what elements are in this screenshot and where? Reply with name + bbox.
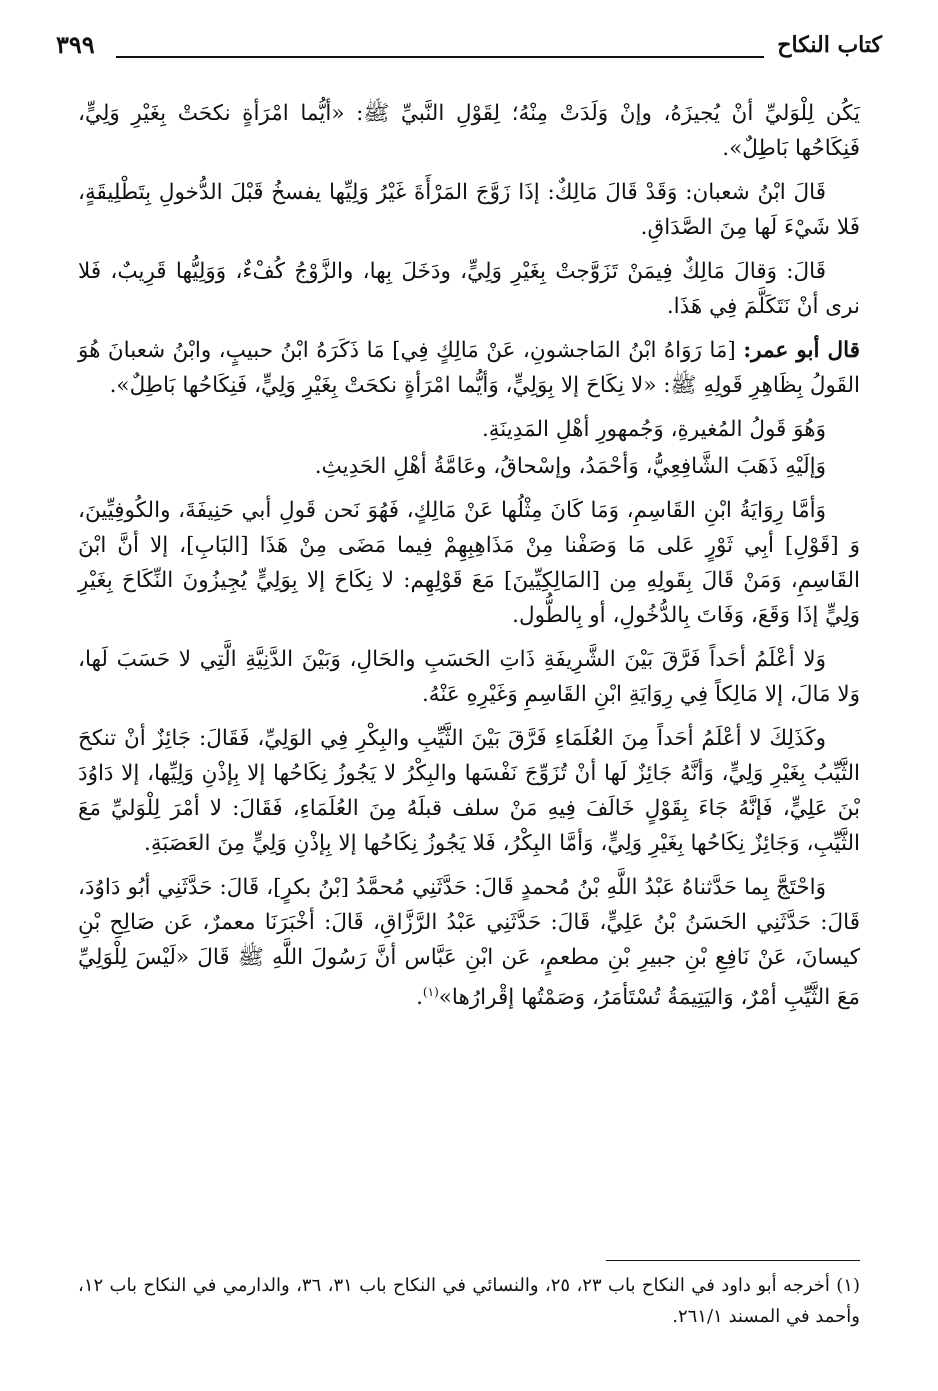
header-rule (116, 56, 764, 58)
paragraph-10: وَاحْتَجَّ بِما حَدَّثناهُ عَبْدُ اللَّهِ بْنُ مُحمدٍ قَالَ: حَدَّثَنِي مُحمَّدُ [بْنُ بكرٍ]، قَالَ: حَدَّثَنِي أبُو دَاوُدَ، قَالَ: حَدَّثَنِي الحَسَنُ بْنُ عَلِيٍّ، قَالَ: حَدَّثَنِي عَبْدُ الرَّزَّاقِ، قَالَ: أخْبَرَنَا معمرٌ، عَن صَالِحِ بْنِ كيسانَ، عَنْ نَافِعِ بْنِ جبيرِ بْنِ مطعمٍ، عَن ابْنِ عَبَّاس أنَّ رَسُولَ اللَّهِ ﷺ قَالَ «لَيْسَ لِلْوَلِيِّ مَعَ الثَّيِّبِ أمْرٌ، وَاليَتِيمَةُ تُسْتَأمَرُ، وَصَمْتُها إقْرارُها»$^{(١)}$. (78, 875, 860, 1011)
paragraph-2: قَالَ ابْنُ شعبان: وَقَدْ قَالَ مَالِكٌ: إذَا زَوَّجَ المَرْأَةَ غَيْرُ وَلِيِّها يفسخُ قَبْلَ الدُّخولِ بِتَطْلِيقَةٍ، فَلا شَيْءَ لَها مِنَ الصَّدَاقِ. (78, 180, 860, 240)
paragraph-8: وَلا أعْلَمُ أحَداً فَرَّقَ بَيْنَ الشَّرِيفَةِ ذَاتِ الحَسَبِ والحَالِ، وَبَيْنَ الدَّنِيَّةِ الَّتِي لا حَسَبَ لَها، وَلا مَالَ، إلا مَالِكاً فِي رِوَايَةِ ابْنِ القَاسِمِ وَغَيْرِهِ عَنْهُ. (78, 647, 860, 707)
chapter-title: كتاب النكاح (777, 32, 882, 58)
paragraph-4: قال أبو عمر: [مَا رَوَاهُ ابْنُ المَاجشونِ، عَنْ مَالِكٍ فِي] مَا ذَكَرَهُ ابْنُ حبيبٍ، وابْنُ شعبانَ هُوَ القَولُ بِظَاهِرِ قَولِهِ ﷺ: «لا نِكَاحَ إلا بِوَلِيٍّ، وَأيُّما امْرَأةٍ نكحَتْ بِغَيْرِ وَلِيٍّ، فَنِكَاحُها بَاطِلٌ». (78, 338, 860, 398)
paragraph-6: وَإلَيْهِ ذَهَبَ الشَّافِعِيُّ، وَأحْمَدُ، وإسْحاقُ، وعَامَّةُ أهْلِ الحَدِيثِ. (314, 454, 826, 479)
footnote: (١) أخرجه أبو داود في النكاح باب ٢٣، ٢٥، والنسائي في النكاح باب ٣١، ٣٦، والدارمي في النكاح باب ١٢، وأحمد في المسند ٢٦١/١. (78, 1275, 860, 1327)
paragraph-9: وكَذَلِكَ لا أعْلَمُ أحَداً مِنَ العُلَمَاءِ فَرَّقَ بَيْنَ الثَّيِّبِ والبِكْرِ فِي الوَلِيِّ، فَقَالَ: جَائِزٌ أنْ تنكحَ الثَّيِّبُ بِغَيْرِ وَلِيٍّ، وَأنَّهُ جَائِزٌ لَها أنْ تُزَوِّجَ نَفْسَها والبِكْرُ لا يَجُوزُ نِكَاحُها إلا بِإذْنِ وَلِيِّها، إلا دَاوُدَ بْنَ عَلِيٍّ، فَإنَّهُ جَاءَ بِقَوْلٍ خَالَفَ فِيهِ مَنْ سلف قبلَهُ مِنَ العُلَمَاءِ، فَقَالَ: لا أمْرَ لِلْوَليِّ مَعَ الثَّيِّبِ، وَجَائِزٌ نِكَاحُها بِغَيْرِ وَلِيٍّ، وَأمَّا البِكْرُ، فَلا يَجُوزُ نِكَاحُها إلا بِإذْنِ وَلِيٍّ مِنَ العَصَبَةِ. (78, 726, 860, 856)
speaker-label: قال أبو عمر: (743, 338, 860, 363)
page-number: ٣٩٩ (56, 30, 95, 59)
footnote-separator (606, 1260, 860, 1261)
paragraph-7: وَأمَّا رِوَايَةُ ابْنِ القَاسِمِ، وَمَا كَانَ مِثْلُها عَنْ مَالِكٍ، فَهُوَ نَحن قَولِ أبي حَنِيفَةَ، والكُوفِيِّينَ، وَ [قَوْلِ] أبِي ثَوْرٍ عَلى مَا وَصَفْنا مِنْ مَذَاهِبِهِمْ فِيما مَضَى مِنْ هَذَا [البَابِ]، إلا أنَّ ابْنَ القَاسِمِ، وَمَنْ قَالَ بِقَولِهِ مِن [المَالِكِيِّينَ] مَعَ قَوْلِهِم: لا نِكَاحَ إلا بِوَلِيٍّ يُجِيزُونَ النِّكَاحَ بِغَيْرِ وَلِيٍّ إذَا وَقَعَ، وَفَاتَ بِالدُّخُولِ، أو بِالطُّول. (78, 498, 860, 628)
page-header (56, 24, 882, 64)
footnote-reference: (١) (422, 985, 439, 999)
paragraph-5: وَهُوَ قَولُ المُغيرةِ، وَجُمهورِ أهْلِ المَدِينَةِ. (481, 417, 826, 442)
paragraph-3: قَالَ: وَقالَ مَالِكٌ فِيمَنْ تَزَوَّجتْ بِغَيْرِ وَلِيٍّ، ودَخَلَ بِها، والزَّوْجُ كُفْءٌ، وَوَلِيُّها قَرِيبٌ، فَلا نرى أنْ نَتَكَلَّمَ فِي هَذَا. (78, 259, 860, 319)
main-text (78, 96, 860, 1024)
paragraph-1: يَكُن لِلْوَليِّ أنْ يُجيزَهُ، وإنْ وَلَدَتْ مِنْهُ؛ لِقَوْلِ النَّبيِّ ﷺ: «أيُّما امْرَأةٍ نكحَتْ بِغَيْرِ وَلِيٍّ، فَنِكَاحُها بَاطِلٌ». (78, 101, 860, 161)
